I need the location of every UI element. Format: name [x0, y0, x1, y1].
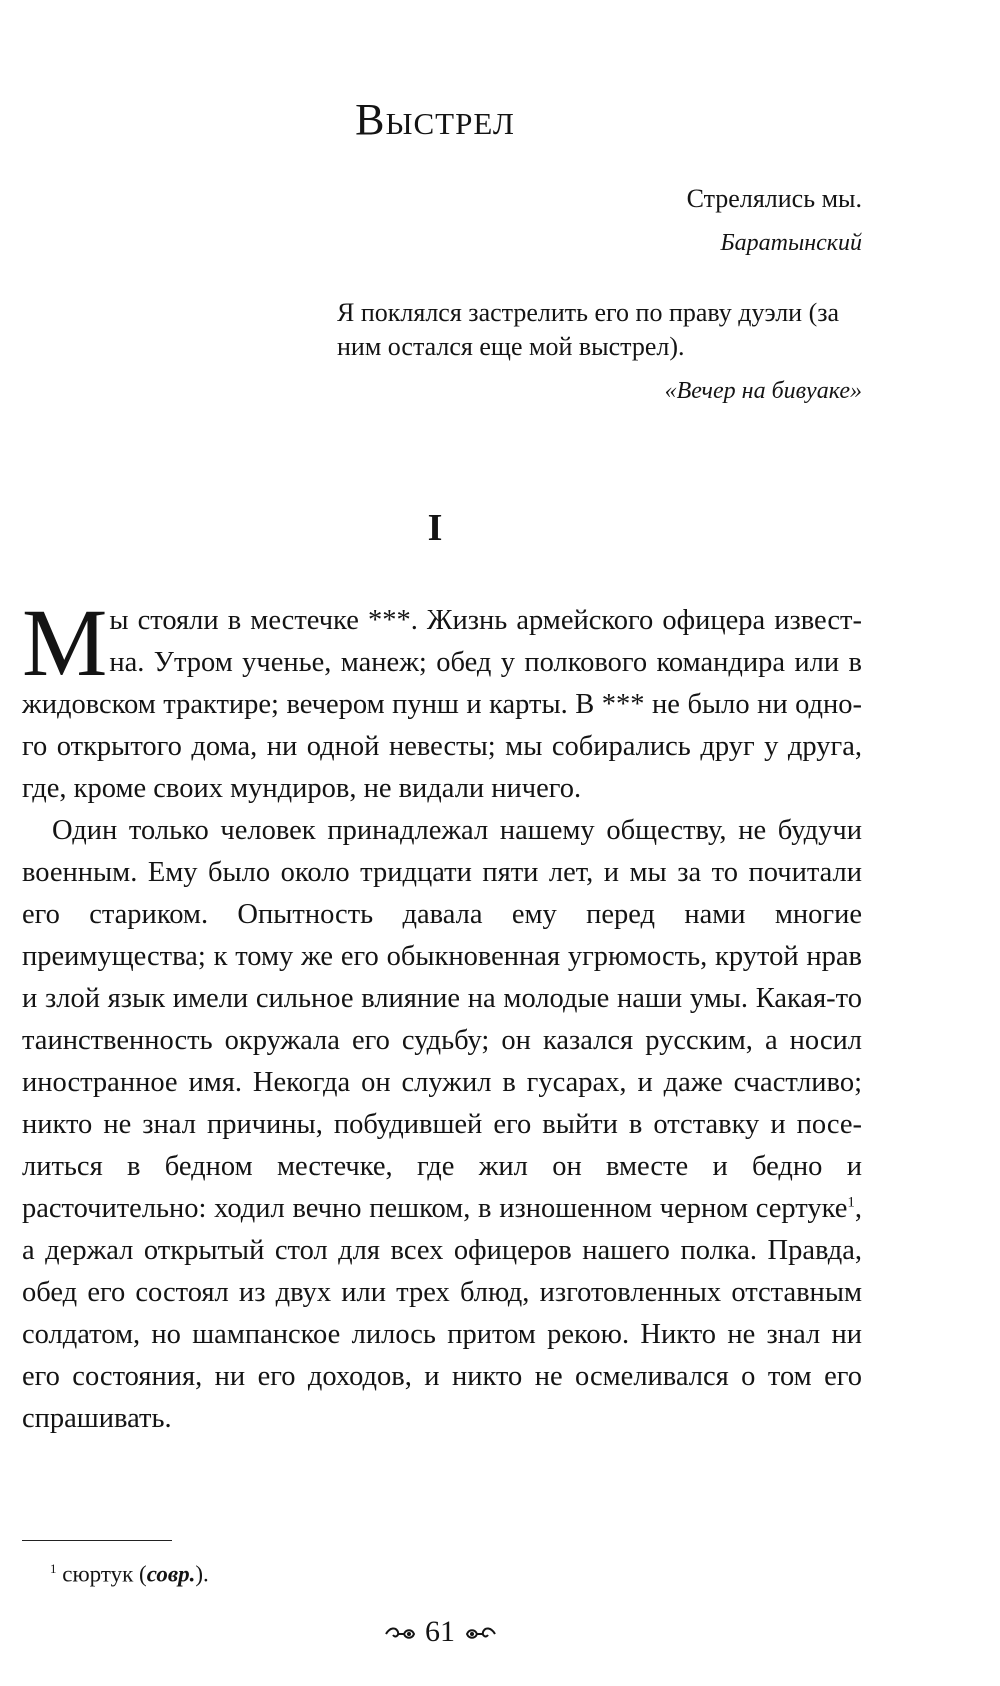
paragraph-2	[22, 810, 862, 1440]
ornament-right-icon	[463, 1623, 497, 1645]
epigraph-1	[362, 182, 862, 260]
page-footer	[0, 1612, 880, 1652]
drop-cap: М	[22, 589, 108, 696]
footnote	[50, 1554, 209, 1590]
paragraph-2-text-end: , а держал открытый стол для всех офицеров нашего полка. Правда, обед его состоял из двух или трех блюд, изготовленных отставным солдатом, но шампанское лилось притом рекою. Никто не знал ни его состояния, ни его доходов, и никто не осмеливался о том его спрашивать.	[22, 1193, 862, 1434]
epigraph-1-author: Баратынский	[720, 230, 862, 256]
footnote-divider	[22, 1540, 172, 1541]
ornament-left-icon	[384, 1623, 418, 1645]
footnote-mark: 1	[50, 1561, 57, 1576]
footnote-note: совр.	[146, 1561, 196, 1587]
footnote-reference[interactable]: 1	[847, 1194, 855, 1211]
footnote-open: (	[133, 1561, 147, 1587]
paragraph-1-text: ы стояли в местечке ***. Жизнь армейского офицера известна. Утром ученье, манеж; обед у полкового командира или в жидовском трактире; вечером пунш и карты. В *** не было ни одного открытого дома, ни одной невесты; мы собирались друг у друга, где, кроме своих мундиров, не видали ничего.	[22, 605, 862, 804]
page-number: 61	[425, 1615, 455, 1648]
epigraph-2	[302, 296, 862, 408]
paragraph-1	[22, 589, 862, 810]
footnote-word: сюртук	[62, 1561, 134, 1587]
epigraph-1-quote: Стрелялись мы.	[686, 184, 862, 213]
story-title: Выстрел	[355, 95, 515, 144]
body-text	[22, 589, 862, 1440]
footnote-close: ).	[195, 1561, 209, 1587]
epigraph-2-author: «Вечер на бивуаке»	[664, 378, 862, 404]
chapter-number: I	[427, 507, 443, 549]
epigraph-2-quote: Я поклялся застрелить его по праву дуэли (за ним остался еще мой выстрел).	[337, 298, 840, 361]
paragraph-2-text-start: Один только человек принадлежал нашему обществу, не будучи военным. Ему было около тридцати пяти лет, и мы за то почитали его стариком. Опытность давала ему перед нами многие преимущества; к тому же его обыкновенная угрюмость, крутой нрав и злой язык имели сильное влияние на молодые наши умы. Какая-то таинственность окружала его судьбу; он казался русским, а носил иностранное имя. Некогда он служил в гусарах, и даже счастливо; никто не знал причины, побудившей его выйти в отставку и поселиться в бедном местечке, где жил он вместе и бедно и расточительно: ходил вечно пешком, в изношенном черном сертуке	[22, 815, 862, 1224]
